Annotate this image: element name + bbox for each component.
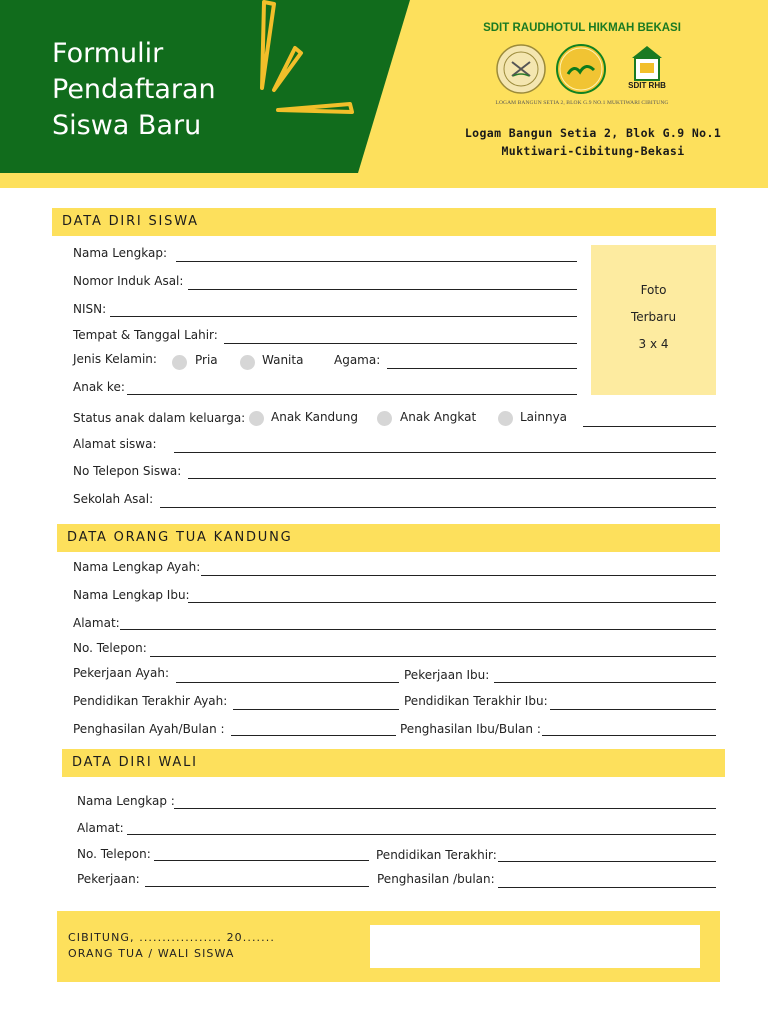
school-address xyxy=(450,124,736,160)
field-sekolah-asal[interactable] xyxy=(160,507,716,508)
signature-box[interactable] xyxy=(370,925,700,968)
logo-caption: LOGAM BANGUN SETIA 2, BLOK G.9 NO.1 MUKTIWARI CIBITUNG xyxy=(495,100,669,106)
label-agama: Agama: xyxy=(334,353,381,367)
label-alamat-wali: Alamat: xyxy=(77,821,124,835)
field-nisn[interactable] xyxy=(110,316,577,317)
label-lainnya: Lainnya xyxy=(520,410,568,424)
field-nama-ayah[interactable] xyxy=(201,575,716,576)
section-wali-header xyxy=(62,749,725,777)
photo-placeholder xyxy=(591,245,716,395)
label-nama-ayah: Nama Lengkap Ayah: xyxy=(73,560,201,574)
label-pendidikan-ayah: Pendidikan Terakhir Ayah: xyxy=(73,694,228,708)
field-alamat-siswa[interactable] xyxy=(174,452,716,453)
label-pendidikan-ibu: Pendidikan Terakhir Ibu: xyxy=(404,694,548,708)
field-penghasilan-wali[interactable] xyxy=(498,887,716,888)
field-nama-lengkap[interactable] xyxy=(176,261,577,262)
address-line-1: Logam Bangun Setia 2, Blok G.9 No.1 xyxy=(464,126,722,140)
sunburst-decoration xyxy=(250,0,390,140)
section-siswa-header xyxy=(52,208,716,236)
label-nama-ibu: Nama Lengkap Ibu: xyxy=(73,588,190,602)
photo-label-3: 3 x 4 xyxy=(638,337,669,351)
field-anak-ke[interactable] xyxy=(127,394,577,395)
field-telepon-ortu[interactable] xyxy=(150,656,716,657)
section-siswa-title: DATA DIRI SISWA xyxy=(62,214,199,229)
field-nomor-induk[interactable] xyxy=(188,289,577,290)
label-pekerjaan-ayah: Pekerjaan Ayah: xyxy=(73,666,169,680)
field-pekerjaan-ibu[interactable] xyxy=(494,682,716,683)
label-pekerjaan-ibu: Pekerjaan Ibu: xyxy=(404,668,490,682)
label-telepon-siswa: No Telepon Siswa: xyxy=(73,464,182,478)
footer-place-date: CIBITUNG, .................. 20....... xyxy=(68,931,275,944)
label-pendidikan-wali: Pendidikan Terakhir: xyxy=(376,848,497,862)
field-nama-ibu[interactable] xyxy=(188,602,716,603)
label-nomor-induk: Nomor Induk Asal: xyxy=(73,274,184,288)
section-wali-title: DATA DIRI WALI xyxy=(72,755,198,770)
photo-label-1: Foto xyxy=(640,283,667,297)
footer-signer: ORANG TUA / WALI SISWA xyxy=(68,947,235,960)
title-line-1: Formulir xyxy=(52,38,164,69)
label-telepon-ortu: No. Telepon: xyxy=(73,641,147,655)
label-anak-ke: Anak ke: xyxy=(73,380,125,394)
school-name: SDIT RAUDHOTUL HIKMAH BEKASI xyxy=(483,22,681,34)
photo-label-2: Terbaru xyxy=(630,310,677,324)
label-anak-kandung: Anak Kandung xyxy=(271,410,358,424)
field-pekerjaan-ayah[interactable] xyxy=(176,682,399,683)
radio-lainnya[interactable] xyxy=(498,411,513,426)
field-alamat-ortu[interactable] xyxy=(120,629,716,630)
label-alamat-ortu: Alamat: xyxy=(73,616,120,630)
label-sekolah-asal: Sekolah Asal: xyxy=(73,492,154,506)
field-pekerjaan-wali[interactable] xyxy=(145,886,369,887)
label-penghasilan-wali: Penghasilan /bulan: xyxy=(377,872,495,886)
radio-anak-kandung[interactable] xyxy=(249,411,264,426)
label-anak-angkat: Anak Angkat xyxy=(400,410,477,424)
label-pekerjaan-wali: Pekerjaan: xyxy=(77,872,140,886)
label-status-anak: Status anak dalam keluarga: xyxy=(73,411,246,425)
logo-label: SDIT RHB xyxy=(628,81,666,90)
field-telepon-siswa[interactable] xyxy=(188,478,716,479)
school-logos xyxy=(490,44,676,100)
radio-wanita[interactable] xyxy=(240,355,255,370)
field-pendidikan-ibu[interactable] xyxy=(550,709,716,710)
section-ortu-title: DATA ORANG TUA KANDUNG xyxy=(67,530,293,545)
title-line-2: Pendaftaran xyxy=(52,74,216,105)
label-nama-wali: Nama Lengkap : xyxy=(77,794,175,808)
label-penghasilan-ibu: Penghasilan Ibu/Bulan : xyxy=(400,722,541,736)
tilawati-logo xyxy=(557,45,605,93)
label-nisn: NISN: xyxy=(73,302,107,316)
field-penghasilan-ayah[interactable] xyxy=(231,735,396,736)
form-title xyxy=(52,36,216,144)
section-ortu-header xyxy=(57,524,720,552)
label-pria: Pria xyxy=(195,353,218,367)
field-telepon-wali[interactable] xyxy=(154,860,369,861)
field-agama[interactable] xyxy=(387,368,577,369)
sdit-rhb-logo xyxy=(628,46,666,90)
signature-footer xyxy=(57,911,720,982)
label-alamat-siswa: Alamat siswa: xyxy=(73,437,157,451)
field-pendidikan-ayah[interactable] xyxy=(233,709,399,710)
field-penghasilan-ibu[interactable] xyxy=(542,735,716,736)
radio-anak-angkat[interactable] xyxy=(377,411,392,426)
label-nama-lengkap: Nama Lengkap: xyxy=(73,246,168,260)
field-pendidikan-wali[interactable] xyxy=(498,861,716,862)
field-nama-wali[interactable] xyxy=(174,808,716,809)
label-telepon-wali: No. Telepon: xyxy=(77,847,151,861)
label-wanita: Wanita xyxy=(262,353,304,367)
title-line-3: Siswa Baru xyxy=(52,110,202,141)
field-alamat-wali[interactable] xyxy=(127,834,716,835)
field-lainnya[interactable] xyxy=(583,426,716,427)
emblem-logo xyxy=(497,45,545,93)
address-line-2: Muktiwari-Cibitung-Bekasi xyxy=(501,144,685,158)
field-ttl[interactable] xyxy=(224,343,577,344)
label-ttl: Tempat & Tanggal Lahir: xyxy=(73,328,218,342)
header-banner xyxy=(0,0,768,188)
label-jenis-kelamin: Jenis Kelamin: xyxy=(73,352,157,366)
radio-pria[interactable] xyxy=(172,355,187,370)
label-penghasilan-ayah: Penghasilan Ayah/Bulan : xyxy=(73,722,225,736)
